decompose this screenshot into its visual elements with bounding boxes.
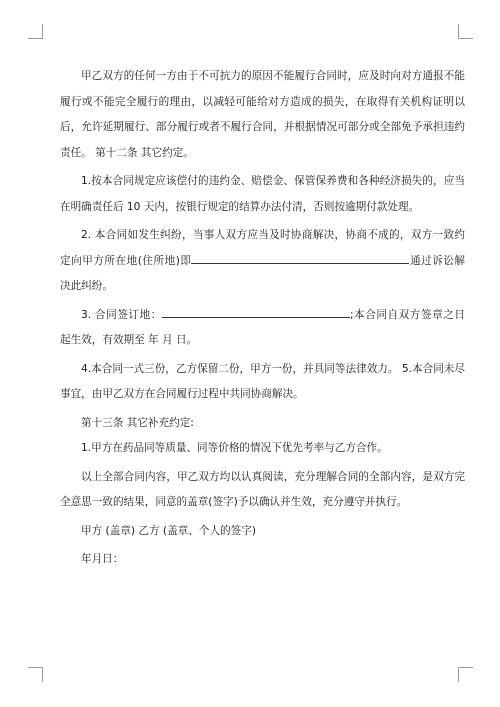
- signing-place-label: 3. 合同签订地：: [81, 308, 162, 321]
- paragraph-confirmation: 以上全部合同内容，甲乙双方均以认真阅读，充分理解合同的全部内容，是双方完全意思一致的结果，同意的盖章(签字)予以确认并生效，充分遵守并执行。: [60, 470, 465, 508]
- date-line: 年月日：: [81, 553, 124, 565]
- paragraph-supplementary-1: 1.甲方在药品同等质量、同等价格的情况下优先考率与乙方合作。: [81, 442, 388, 454]
- page-corner-mark-top-left: [28, 24, 43, 39]
- paragraph-copies-and-misc: 4.本合同一式三份，乙方保留二份，甲方一份，并具同等法律效力。 5.本合同未尽事宜，由甲乙双方在合同履行过程中共同协商解决。: [60, 362, 465, 400]
- signing-place-blank-field[interactable]: [162, 305, 350, 318]
- page-corner-mark-top-right: [458, 24, 473, 39]
- page-corner-mark-bottom-right: [458, 667, 473, 682]
- signature-line: 甲方 (盖章) 乙方 (盖章、个人的签字): [81, 524, 256, 537]
- signing-place-text-after: ;本合同自双方签章之日起生效，有效期至 年 月 日。: [60, 308, 465, 346]
- document-page: [60, 64, 465, 576]
- jurisdiction-blank-field[interactable]: [191, 251, 409, 264]
- dispute-text-before: 2. 本合同如发生纠纷，当事人双方应当及时协商解决，协商不成的，双方一致约定向甲方所在地(住所地)即: [60, 229, 465, 267]
- page-corner-mark-bottom-left: [28, 667, 43, 682]
- dispute-text-after: 通过诉讼解决此纠纷。: [60, 254, 466, 292]
- article-13-heading: 第十三条 其它补充约定:: [81, 416, 194, 429]
- paragraph-dispute-resolution: [60, 223, 465, 300]
- paragraph-force-majeure: 甲乙双方的任何一方由于不可抗力的原因不能履行合同时，应及时向对方通报不能履行或不能完全履行的理由，以减轻可能给对方造成的损失，在取得有关机构证明以后，允许延期履行、部分履行或者不履行合同，并根据情况可部分或全部免予承担违约责任。 第十二条 其它约定。: [60, 70, 465, 159]
- paragraph-signing-place: [60, 303, 465, 354]
- paragraph-penalty-payment: 1.按本合同规定应该偿付的违约金、赔偿金、保管保养费和各种经济损失的，应当在明确责任后 10 天内，按银行规定的结算办法付清，否则按逾期付款处理。: [60, 175, 465, 213]
